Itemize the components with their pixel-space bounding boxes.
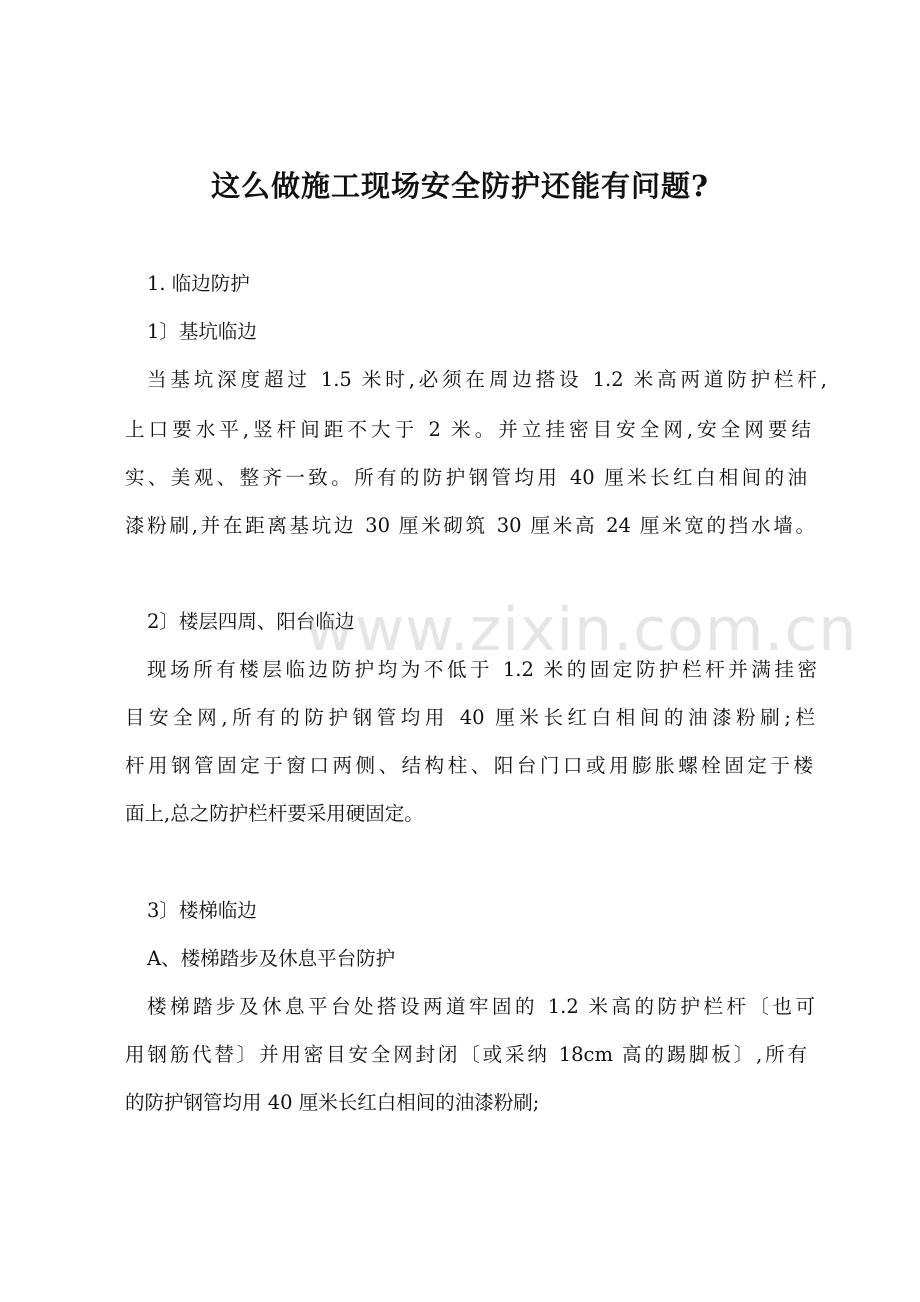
paragraph-line: 用钢筋代替〕并用密目安全网封闭〔或采纳 18cm 高的踢脚板〕,所有 xyxy=(125,1043,807,1066)
watermark: www.zixin.com.cn xyxy=(305,595,858,665)
paragraph-line: 的防护钢管均用 40 厘米长红白相间的油漆粉刷; xyxy=(125,1091,540,1114)
paragraph-line: 上口要水平,竖杆间距不大于 2 米。并立挂密目安全网,安全网要结 xyxy=(125,418,811,441)
paragraph-line: 面上,总之防护栏杆要采用硬固定。 xyxy=(125,802,424,825)
paragraph-line: 漆粉刷,并在距离基坑边 30 厘米砌筑 30 厘米高 24 厘米宽的挡水墙。 xyxy=(125,514,815,537)
subsection-heading-floor-balcony: 2〕楼层四周、阳台临边 xyxy=(147,610,355,633)
subsection-heading-stair-edge: 3〕楼梯临边 xyxy=(147,899,257,922)
paragraph-line: 当基坑深度超过 1.5 米时,必须在周边搭设 1.2 米高两道防护栏杆, xyxy=(147,368,827,391)
subsection-heading-foundation-pit: 1〕基坑临边 xyxy=(147,320,257,343)
paragraph-line: 现场所有楼层临边防护均为不低于 1.2 米的固定防护栏杆并满挂密 xyxy=(147,658,817,681)
paragraph-line: 实、美观、整齐一致。所有的防护钢管均用 40 厘米长红白相间的油 xyxy=(125,466,807,489)
item-heading-stair-platform: A、楼梯踏步及休息平台防护 xyxy=(147,947,396,970)
section-heading-edge-protection: 1. 临边防护 xyxy=(147,272,250,295)
paragraph-line: 目安全网,所有的防护钢管均用 40 厘米长红白相间的油漆粉刷;栏 xyxy=(125,706,815,729)
paragraph-line: 楼梯踏步及休息平台处搭设两道牢固的 1.2 米高的防护栏杆〔也可 xyxy=(147,995,815,1018)
paragraph-line: 杆用钢管固定于窗口两侧、结构柱、阳台门口或用膨胀螺栓固定于楼 xyxy=(125,754,813,777)
page-title: 这么做施工现场安全防护还能有问题? xyxy=(211,169,709,203)
